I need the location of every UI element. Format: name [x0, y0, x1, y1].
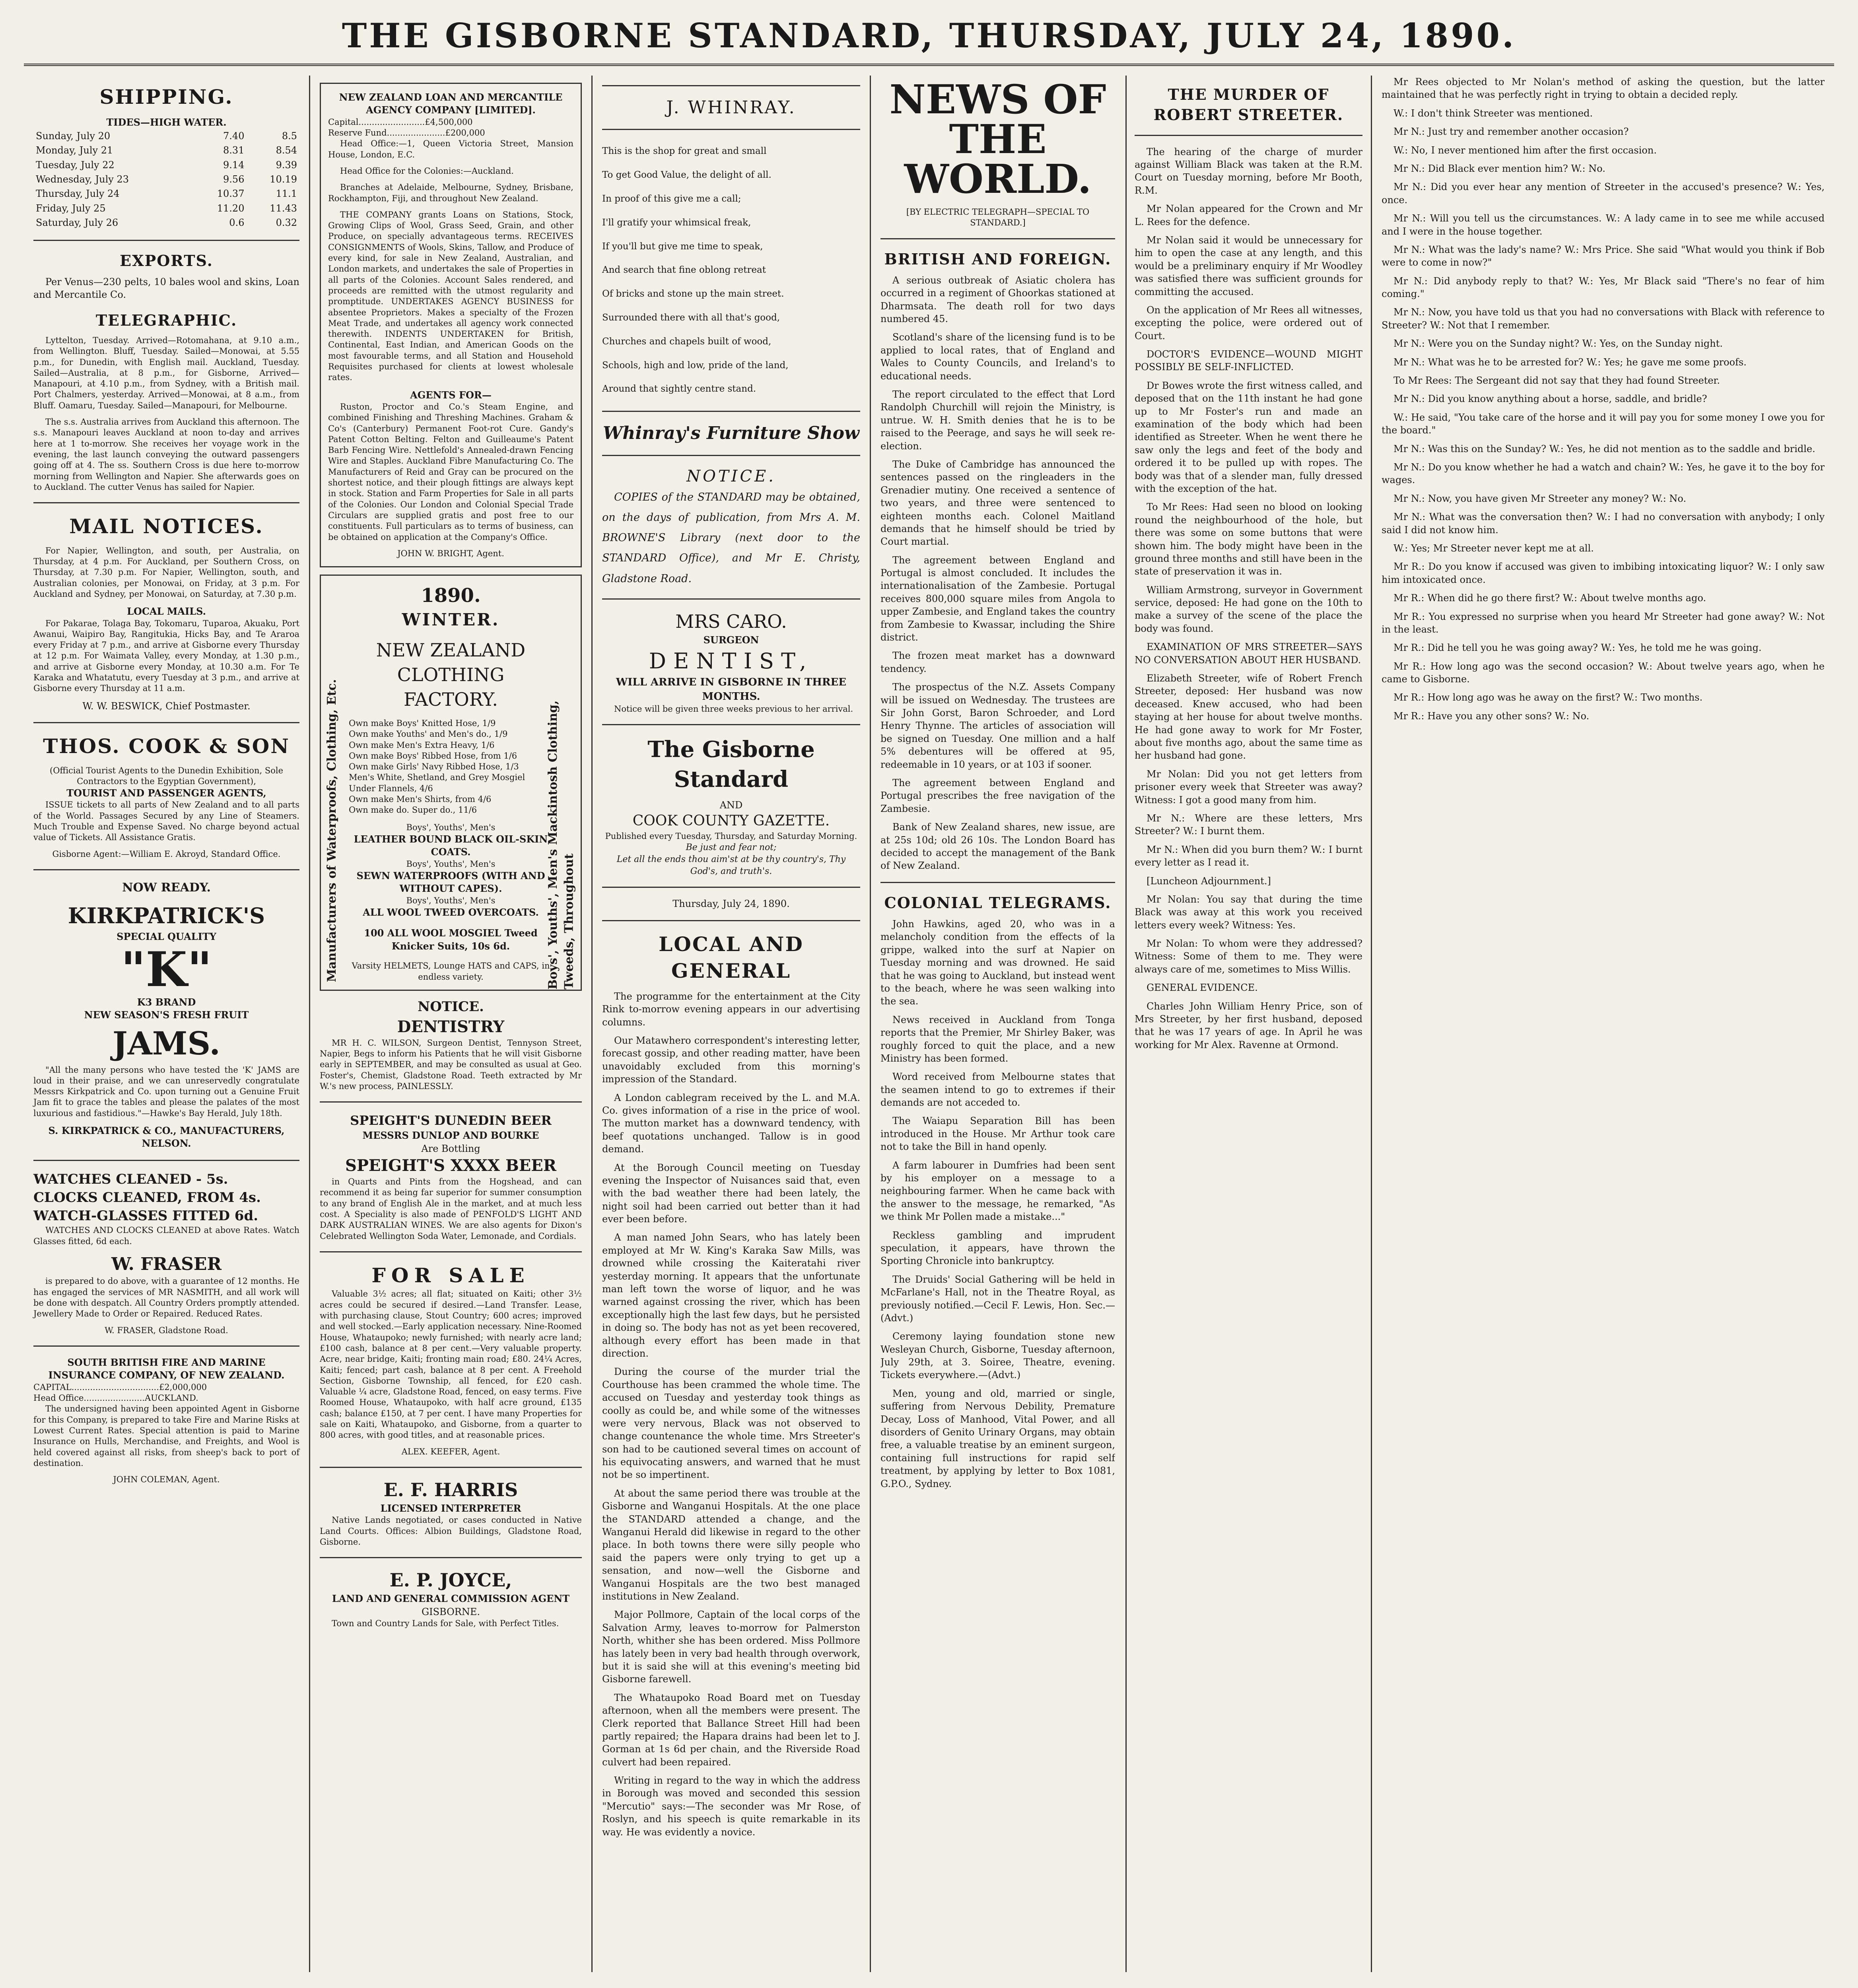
tide-cell-am: 10.37 — [217, 188, 245, 200]
divider — [1135, 135, 1362, 136]
local-paragraph: Major Pollmore, Captain of the local corps of the Salvation Army, leaves to-morrow for Palmerston North, whither she has been ordered. Miss Pollmore has lately been in very bad health through overwork, but it is said she will at this evening's meeting bid Gisborne farewell. — [602, 1609, 860, 1685]
murder-paragraph: Mr N.: When did you burn them? W.: I burnt every letter as I read it. — [1135, 844, 1362, 868]
local-paragraph: Our Matawhero correspondent's interesting letter, forecast gossip, and other reading matter, have been unavoidably excluded from this morning's impression of the Standard. — [602, 1035, 860, 1085]
clothing-boots-4: SEWN WATERPROOFS (WITH AND WITHOUT CAPES). — [356, 870, 545, 895]
poem-line: This is the shop for great and small — [602, 146, 767, 157]
colonial-paragraph: Word received from Melbourne states that the seamen intend to go to extremes if their demands are not acceded to. — [880, 1071, 1115, 1109]
paper-motto-2: Let all the ends thou aim'st at be thy country's, Thy God's, and truth's. — [616, 854, 846, 876]
poem-line: Surrounded there with all that's good, — [602, 312, 780, 323]
beer-text: in Quarts and Pints from the Hogshead, and can recommend it as being far superior for summer consumption to any brand of English Ale in the market, and at much less cost. A Speciality is also made of PENFOLD'S LIGHT AND DARK AUSTRALIAN WINES. We are also agents for Dixon's Celebrated Wellington Soda Water, Lemonade, and Cordials. — [320, 1177, 582, 1241]
clothing-line: Men's White, Shetland, and Grey Mosgiel Under Flannels, 4/6 — [349, 773, 525, 793]
testimony-line: Mr N.: Do you know whether he had a watch and chain? W.: Yes, he gave it to the boy for wages. — [1382, 461, 1825, 486]
clothing-line: Own make Boys' Knitted Hose, 1/9 — [349, 718, 496, 728]
watches-line-2: CLOCKS CLEANED, FROM 4s. — [33, 1189, 261, 1206]
beer-title-3: Are Bottling — [421, 1143, 480, 1154]
beer-title-1: SPEIGHT'S DUNEDIN BEER — [350, 1113, 552, 1128]
jams-text: "All the many persons who have tested the 'K' JAMS are loud in their praise, and we can unreservedly congratulate Messrs Kirkpatrick and Co. upon turning out a Genuine Fruit Jam fit to grace the tables and please the palates of the most luxurious and fastidious."—Hawke's Bay Herald, July 18th. — [33, 1065, 299, 1118]
british-news — [880, 274, 1115, 872]
divider — [33, 240, 299, 241]
joyce-sub: LAND AND GENERAL COMMISSION AGENT — [332, 1593, 570, 1605]
whinray-show: Whinray's Furniture Show — [602, 423, 860, 444]
beer-title-4: SPEIGHT'S XXXX BEER — [345, 1156, 557, 1175]
clothing-ad — [320, 575, 582, 991]
divider — [320, 1557, 582, 1558]
clothing-mosgiel: 100 ALL WOOL MOSGIEL Tweed Knicker Suits, 10s 6d. — [364, 927, 538, 952]
tide-cell-day: Wednesday, July 23 — [36, 174, 129, 185]
local-paragraph: The programme for the entertainment at the City Rink to-morrow evening appears in our advertising columns. — [602, 990, 860, 1028]
divider — [602, 411, 860, 412]
murder-paragraph: Mr N.: Where are these letters, Mrs Streeter? W.: I burnt them. — [1135, 812, 1362, 837]
divider — [320, 1251, 582, 1252]
cook-title: THOS. COOK & SON — [43, 734, 290, 758]
tide-row — [33, 172, 299, 186]
testimony-line: W.: I don't think Streeter was mentioned. — [1394, 107, 1593, 119]
watches-line-1: WATCHES CLEANED - 5s. — [33, 1171, 228, 1187]
testimony-line: Mr N.: Did you know anything about a horse, saddle, and bridle? — [1394, 393, 1707, 405]
notice-title: NOTICE. — [686, 467, 776, 485]
caro-arrive: WILL ARRIVE IN GISBORNE IN THREE MONTHS. — [616, 676, 847, 703]
tide-cell-pm: 11.43 — [270, 202, 297, 214]
news-subcolumn-a — [880, 76, 1115, 1972]
poem-line: Of bricks and stone up the main street. — [602, 289, 784, 299]
fraser-sign: W. FRASER, Gladstone Road. — [105, 1325, 228, 1335]
beer-title-2: MESSRS DUNLOP AND BOURKE — [362, 1130, 539, 1142]
british-paragraph: The agreement between England and Portugal is almost concluded. It includes the internationalisation of the Zambesie. Portugal receives 800,000 square miles from Angola to upper Zambesie, and England takes the country from Zambesie to Kwassar, including the Shire district. — [880, 554, 1115, 643]
tide-row — [33, 201, 299, 215]
murder-paragraph: Elizabeth Streeter, wife of Robert French Streeter, deposed: Her husband was now deceased. Knew accused, who had been staying at her house for about twelve months. He had gone away to work for Mr Foster, about five months ago, about the same time as her husband had gone. — [1135, 673, 1362, 761]
mail-title: MAIL NOTICES. — [69, 514, 264, 538]
testimony-line: W.: He said, "You take care of the horse and it will pay you for some money I owe you for the board." — [1382, 412, 1825, 436]
british-paragraph: The agreement between England and Portugal prescribes the free navigation of the Zambesie. — [880, 777, 1115, 814]
dentistry-title: DENTISTRY — [397, 1017, 505, 1036]
joyce-place: GISBORNE. — [421, 1606, 480, 1617]
divider — [320, 1101, 582, 1103]
fraser-title: W. FRASER — [111, 1254, 222, 1275]
insurance-office: Head Office.......................AUCKLAND. — [33, 1393, 198, 1403]
poem-line: I'll gratify your whimsical freak, — [602, 217, 751, 228]
column-5 — [1372, 76, 1834, 1972]
clothing-hats: Varsity HELMETS, Lounge HATS and CAPS, in endless variety. — [352, 961, 550, 982]
murder-paragraph: Charles John William Henry Price, son of Mrs Streeter, by her first husband, deposed that he was 17 years of age. In April he was working for Mr Alex. Ravenne at Ormond. — [1135, 1000, 1362, 1050]
murder-paragraph: The hearing of the charge of murder against William Black was taken at the R.M. Court on Tuesday morning, before Mr Booth, R.M. — [1135, 146, 1362, 196]
testimony-line: Mr Rees objected to Mr Nolan's method of asking the question, but the latter maintained that he was perfectly right in trying to obtain a decided reply. — [1382, 76, 1825, 101]
tide-cell-day: Sunday, July 20 — [36, 130, 111, 142]
testimony-line: Mr R.: How long ago was he away on the first? W.: Two months. — [1394, 692, 1703, 703]
local-news — [602, 990, 860, 1839]
insurance-text: The undersigned having been appointed Agent in Gisborne for this Company, is prepared to take Fire and Marine Risks at Lowest Current Rates. Special attention is paid to Marine Insurance on Hulls, Merchandise, and Freights, and Wool is held covered against all risks, from sheep's back to port of destination. — [33, 1404, 299, 1468]
exports-text: Per Venus—230 pelts, 10 bales wool and skins, Loan and Mercantile Co. — [33, 276, 299, 301]
testimony-line: Mr N.: Was this on the Sunday? W.: Yes, he did not mention as to the saddle and bridle. — [1394, 443, 1815, 454]
testimony-line: Mr N.: What was the conversation then? W.: I had no conversation with anybody; I only said I did not know him. — [1382, 511, 1825, 536]
tide-cell-am: 0.6 — [229, 217, 245, 229]
column-2 — [310, 76, 593, 1972]
clothing-title: NEW ZEALAND CLOTHING FACTORY. — [376, 639, 526, 710]
caro-title: MRS CARO. — [675, 611, 787, 633]
murder-paragraph: Mr Nolan: You say that during the time Black was away at this work you received letters every week? Witness: Yes. — [1135, 893, 1362, 931]
tide-cell-am: 8.31 — [223, 145, 245, 156]
clothing-line: Own make Boys' Ribbed Hose, from 1/6 — [349, 751, 517, 761]
now-ready: NOW READY. — [122, 880, 211, 895]
clothing-boots-5: Boys', Youths', Men's — [406, 895, 496, 905]
murder-title: THE MURDER OF ROBERT STREETER. — [1153, 85, 1344, 124]
divider — [880, 882, 1115, 883]
insurance-sign: JOHN COLEMAN, Agent. — [113, 1475, 220, 1485]
k3-logo: "K" — [120, 941, 212, 998]
murder-paragraph: Mr Nolan: Did you not get letters from prisoner every week that Streeter was away? Witness: I got a good many from him. — [1135, 768, 1362, 806]
tides-table — [33, 129, 299, 230]
caro-surgeon: SURGEON — [703, 634, 759, 646]
loan-agents-title: AGENTS FOR— — [410, 389, 492, 401]
telegraphic-text: Lyttelton, Tuesday. Arrived—Rotomahana, at 9.10 a.m., from Wellington. Bluff, Tuesday. Sailed—Monowai, at 5.55 p.m., for Dunedin, with English mail. Auckland, Tuesday. Sailed—Australia, at 8 p.m., for Gisborne, Arrived—Manapouri, at 4.10 p.m., from Sydney, with a British mail. Port Chalmers, yesterday. Arrived—Monowai, at 8 a.m., from Bluff. Oamaru, Tuesday. Sailed—Manapouri, for Melbourne. — [33, 336, 299, 410]
k3-brand: K3 BRAND — [137, 996, 196, 1008]
fraser-text: is prepared to do above, with a guarantee of 12 months. He has engaged the services of MR NASMITH, and all work will be done with despatch. All Country Orders promptly attended. Jewellery Made to Order or Repaired. Reduced Rates. — [33, 1276, 299, 1319]
divider — [602, 129, 860, 130]
british-paragraph: The prospectus of the N.Z. Assets Company will be issued on Wednesday. The trustees are Sir John Gorst, Baron Schroeder, and Lord Henry Thynne. The articles of association will be signed on Tuesday. One million and a half 5% debentures will be offered at 95, redeemable in 10 years, or at 103 if sooner. — [880, 681, 1115, 770]
murder-paragraph: [Luncheon Adjournment.] — [1147, 875, 1271, 887]
column-1 — [24, 76, 310, 1972]
tide-cell-am: 11.20 — [217, 202, 245, 214]
tide-cell-pm: 9.39 — [276, 159, 297, 171]
divider — [33, 1160, 299, 1161]
british-paragraph: Bank of New Zealand shares, new issue, are at 25s 10d; old 26 10s. The London Board has decided to accept the management of the Bank of New Zealand. — [880, 821, 1115, 872]
divider — [880, 238, 1115, 239]
murder-paragraph: On the application of Mr Rees all witnesses, excepting the police, were ordered out of Court. — [1135, 304, 1362, 342]
sale-title: FOR SALE — [371, 1263, 530, 1287]
cook-text: ISSUE tickets to all parts of New Zealand and to all parts of the World. Passages Secured by any Line of Steamers. Much Trouble and Expense Saved. No charge beyond actual value of Tickets. All Assistance Gratis. — [33, 800, 299, 843]
testimony-line: Mr R.: Do you know if accused was given to imbibing intoxicating liquor? W.: I only saw him intoxicated once. — [1382, 561, 1825, 585]
special-quality: SPECIAL QUALITY — [117, 931, 216, 943]
jams-firm: S. KIRKPATRICK & CO., MANUFACTURERS, NELSON. — [48, 1125, 285, 1149]
testimony-line: Mr N.: What was the lady's name? W.: Mrs Price. She said "What would you think if Bob were to come in now?" — [1382, 244, 1825, 268]
watches-text: WATCHES AND CLOCKS CLEANED at above Rates. Watch Glasses fitted, 6d each. — [33, 1225, 299, 1246]
british-paragraph: The frozen meat market has a downward tendency. — [880, 650, 1115, 674]
tide-row — [33, 143, 299, 157]
colonial-paragraph: News received in Auckland from Tonga reports that the Premier, Mr Shirley Baker, was roughly forced to quit the place, and a new Ministry has been formed. — [880, 1014, 1115, 1064]
local-paragraph: At about the same period there was trouble at the Gisborne and Wanganui Hospitals. At the one place the STANDARD attended a change, and the Wanganui Herald did likewise in regard to the other place. In both towns there were silly people who said the papers were only trying to get up a sensation, and now—well the Gisborne and Wanganui Hospitals are the two best managed institutions in New Zealand. — [602, 1487, 860, 1602]
local-title: LOCAL AND GENERAL — [659, 932, 804, 983]
masthead-title: THE GISBORNE STANDARD, THURSDAY, JULY 24, 1890. — [342, 16, 1516, 55]
paper-published: Published every Tuesday, Thursday, and Saturday Morning. — [605, 831, 857, 841]
divider — [33, 869, 299, 870]
testimony-line: Mr N.: Now, you have given Mr Streeter any money? W.: No. — [1394, 493, 1686, 504]
dentistry-text: MR H. C. WILSON, Surgeon Dentist, Tennyson Street, Napier, Begs to inform his Patients that he will visit Gisborne early in SEPTEMBER, and may be consulted as usual at Geo. Foster's, Chemist, Gladstone Road. Teeth extracted by Mr W.'s new process, PAINLESSLY. — [320, 1038, 582, 1091]
tide-cell-am: 7.40 — [223, 130, 245, 142]
clothing-boots-2: LEATHER BOUND BLACK OIL-SKIN COATS. — [354, 833, 548, 858]
mail-text: For Napier, Wellington, and south, per Australia, on Thursday, at 4 p.m. For Auckland, per Southern Cross, on Thursday, at 7.30 p.m. For Napier, Wellington, south, and Australian colonies, per Monowai, on Friday, at 3 p.m. For Auckland and Sydney, per Monowai, on Saturday, at 7.30 p.m. — [33, 546, 299, 599]
loan-agents: Ruston, Proctor and Co.'s Steam Engine, and combined Finishing and Threshing Machines. Graham & Co's (Canterbury) Permanent Foot-rot Cure. Gandy's Patent Cotton Belting. Felton and Guilleaume's Patent Barb Fencing Wire. Nettlefold's Annealed-drawn Fencing Wire and Staples. Auckland Fibre Manufacturing Co. The Manufacturers of Reid and Gray can be procured on the shortest notice, and their plough fittings are always kept in stock. Station and Farm Properties for Sale in all parts of the Colonies. Our London and Colonial Special Trade Circulars are supplied gratis and post free to our constituents. Full particulars as to terms of business, can be obtained on application at the Company's Office. — [328, 402, 573, 542]
clothing-line: Own make Men's Shirts, from 4/6 — [349, 794, 492, 804]
column-3 — [593, 76, 871, 1972]
colonial-paragraph: Reckless gambling and imprudent speculation, it appears, have thrown the Sporting Chronicle into bankruptcy. — [880, 1229, 1115, 1267]
divider — [602, 85, 860, 86]
sale-text: Valuable 3½ acres; all flat; situated on Kaiti; other 3½ acres could be secured if desired.—Land Transfer. Lease, with purchasing clause, Stout Country; 600 acres; improved and well stocked.—Early application necessary. Nine-Roomed House, Whataupoko; newly furnished; with nearly acre land; £100 cash, balance at 8 per cent.—Very valuable property. Acre, near bridge, Kaiti; fronting main road; £80. 24¼ Acres, Kaiti; fenced; part cash, balance at 8 per cent. A Freehold Section, Gisborne Township, all fenced, for £20 cash. Valuable ¼ acre, Gladstone Road, fenced, on easy terms. Five Roomed House, Whataupoko, with half acre ground, £135 cash; balance £150, at 7 per cent. I have many Properties for sale on Kaiti, Whataupoko, and Gisborne, from a quarter to 800 acres, with good titles, and at reasonable prices. — [320, 1289, 582, 1440]
poem-line: To get Good Value, the delight of all. — [602, 170, 772, 181]
murder-paragraph: DOCTOR'S EVIDENCE—WOUND MIGHT POSSIBLY BE SELF-INFLICTED. — [1135, 349, 1362, 373]
british-paragraph: A serious outbreak of Asiatic cholera has occurred in a regiment of Ghoorkas stationed at Dharmsata. The death roll for two days numbered 45. — [880, 274, 1115, 325]
poem-line: Around that sightly centre stand. — [602, 384, 756, 394]
colonial-paragraph: The Waiapu Separation Bill has been introduced in the House. Mr Arthur took care not to take the Bill in hand openly. — [880, 1115, 1115, 1153]
murder-paragraph: Mr Nolan said it would be unnecessary for him to open the case at any length, and this would be a preliminary enquiry if Mr Woodley was satisfied there was sufficient grounds for committing the accused. — [1135, 234, 1362, 297]
poem-line: If you'll but give me time to speak, — [602, 241, 763, 252]
clothing-side-left: Manufacturers of Waterproofs, Clothing, Etc. — [325, 679, 339, 982]
clothing-line: Own make do. Super do., 11/6 — [349, 805, 477, 815]
loan-title: NEW ZEALAND LOAN AND MERCANTILE AGENCY COMPANY [LIMITED]. — [339, 91, 563, 116]
testimony-line: Mr N.: Will you tell us the circumstances. W.: A lady came in to see me while accused and I were in the house together. — [1382, 213, 1825, 237]
telegraphic-title: TELEGRAPHIC. — [95, 311, 237, 329]
news-byline: [BY ELECTRIC TELEGRAPH—SPECIAL TO STANDARD.] — [906, 207, 1090, 228]
colonial-paragraph: Men, young and old, married or single, suffering from Nervous Debility, Premature Decay, Loss of Manhood, Vital Power, and all disorders of Genito Urinary Organs, may obtain free, a valuable treatise by an eminent surgeon, containing full instructions for rapid self treatment, by applying by letter to Box 1081, G.P.O., Sydney. — [880, 1388, 1115, 1489]
tide-row — [33, 129, 299, 143]
loan-colonial: Head Office for the Colonies:—Auckland. — [340, 166, 514, 176]
murder-paragraph: Mr Nolan: To whom were they addressed? Witness: Some of them to me. They were always care of me, sometimes to Miss Willis. — [1135, 938, 1362, 975]
local-paragraph: Writing in regard to the way in which the address in Borough was moved and seconded this session "Mercutio" says:—The seconder was Mr Rose, of Roslyn, and his speech is quite remarkable in its way. He was evidently a novice. — [602, 1775, 860, 1838]
clothing-year: 1890. — [421, 584, 481, 607]
local-mails-text: For Pakarae, Tolaga Bay, Tokomaru, Tuparoa, Akuaku, Port Awanui, Waipiro Bay, Rangitukia, Hicks Bay, and Te Araroa every Friday at 7 p.m., and arrive at Gisborne every Thursday at 12 p.m. For Waimata Valley, every Monday, at 1.30 p.m., and arrive at Gisborne every Monday, at 10.30 a.m. For Te Karaka and Whatatutu, every Tuesday at 3 p.m., and arrive at Gisborne every Thursday at 11 a.m. — [33, 618, 299, 693]
new-season: NEW SEASON'S FRESH FRUIT — [84, 1009, 249, 1021]
newspaper-page — [24, 76, 1834, 1972]
testimony-line: Mr R.: How long ago was the second occasion? W.: About twelve years ago, when he came to Gisborne. — [1382, 660, 1825, 685]
tide-cell-am: 9.14 — [223, 159, 245, 171]
notice-text: COPIES of the STANDARD may be obtained, on the days of publication, from Mrs A. M. BROWNE'S Library (next door to the STANDARD Office), and Mr E. Christy, Gladstone Road. — [602, 491, 860, 585]
local-paragraph: A London cablegram received by the L. and M.A. Co. gives information of a rise in the price of wool. The mutton market has a downward tendency, with beef quotations unchanged. Tallow is in good demand. — [602, 1092, 860, 1155]
testimony-line: To Mr Rees: The Sergeant did not say that they had found Streeter. — [1394, 375, 1720, 386]
kirkpatrick-brand: KIRKPATRICK'S — [68, 903, 265, 929]
paper-date: Thursday, July 24, 1890. — [672, 898, 790, 910]
murder-paragraph: William Armstrong, surveyor in Government service, deposed: He had gone on the 10th to make a survey of the scene of the place the body was found. — [1135, 584, 1362, 634]
tide-row — [33, 186, 299, 201]
insurance-title: SOUTH BRITISH FIRE AND MARINE INSURANCE COMPANY, OF NEW ZEALAND. — [48, 1356, 285, 1381]
tide-cell-day: Saturday, July 26 — [36, 217, 119, 229]
tide-row — [33, 215, 299, 230]
colonial-news — [880, 918, 1115, 1490]
tide-cell-pm: 8.54 — [276, 145, 297, 156]
colonial-title: COLONIAL TELEGRAMS. — [884, 893, 1112, 912]
poem-line: And search that fine oblong retreat — [602, 265, 766, 276]
tide-cell-day: Thursday, July 24 — [36, 188, 120, 200]
poem-line: Schools, high and low, pride of the land, — [602, 360, 789, 371]
testimony-line: Mr N.: Now, you have told us that you had no conversations with Black with reference to Streeter? W.: Not that I remember. — [1382, 307, 1825, 331]
testimony-line: W.: Yes; Mr Streeter never kept me at all. — [1394, 542, 1594, 554]
joyce-text: Town and Country Lands for Sale, with Perfect Titles. — [332, 1619, 559, 1629]
testimony-line: Mr N.: What was he to be arrested for? W.: Yes; he gave me some proofs. — [1394, 356, 1747, 368]
caro-text: Notice will be given three weeks previous to her arrival. — [614, 704, 853, 714]
news-subcolumn-b — [1125, 76, 1362, 1972]
caro-dentist: DENTIST, — [649, 648, 814, 674]
loan-ad — [320, 83, 582, 567]
poem-line: Churches and chapels built of wood, — [602, 336, 772, 347]
loan-capital: Capital.........................£4,500,000 — [328, 117, 473, 127]
loan-branches: Branches at Adelaide, Melbourne, Sydney, Brisbane, Rockhampton, Fiji, and throughout New Zealand. — [328, 182, 573, 203]
testimony-line: Mr R.: You expressed no surprise when you heard Mr Streeter had gone away? W.: Not in the least. — [1382, 611, 1825, 635]
local-mails-title: LOCAL MAILS. — [127, 606, 206, 617]
harris-title: E. F. HARRIS — [383, 1479, 518, 1501]
shipping-notes: The s.s. Australia arrives from Auckland this afternoon. The s.s. Manapouri leaves Auckland at noon to-day and arrives here at 1 to-morrow. She receives her voyage work in the evening, the last launch conveying the outward passengers going off at 4. The ss. Southern Cross is due here to-morrow morning from Wellington and Napier. She afterwards goes on to Auckland. The cutter Venus has sailed for Napier. — [33, 417, 299, 492]
murder-paragraph: To Mr Rees: Had seen no blood on looking round the neighbourhood of the hole, but there was some on some buttons that were shown him. The body might have been in the ground three months and still have been in the state of preservation it was in. — [1135, 501, 1362, 577]
tide-cell-day: Friday, July 25 — [36, 202, 106, 214]
dentistry-notice: NOTICE. — [418, 998, 484, 1015]
cook-agent: Gisborne Agent:—William E. Akroyd, Standard Office. — [52, 849, 281, 859]
divider — [602, 724, 860, 725]
british-paragraph: Scotland's share of the licensing fund is to be applied to local rates, that of England and Wales to County Councils, and Ireland's to educational needs. — [880, 332, 1115, 382]
mail-signature: W. W. BESWICK, Chief Postmaster. — [82, 700, 251, 712]
clothing-list — [349, 718, 553, 816]
loan-head: Head Office:—1, Queen Victoria Street, Mansion House, London, E.C. — [328, 139, 573, 159]
testimony-line: Mr N.: Did Black ever mention him? W.: No. — [1394, 163, 1605, 174]
testimony-lines — [1382, 76, 1825, 722]
tides-title: TIDES—HIGH WATER. — [106, 116, 227, 128]
loan-sign: JOHN W. BRIGHT, Agent. — [397, 548, 504, 558]
testimony-line: Mr R.: Did he tell you he was going away? W.: Yes, he told me he was going. — [1394, 642, 1762, 654]
masthead — [24, 16, 1834, 66]
tide-cell-pm: 0.32 — [276, 217, 297, 229]
loan-text: THE COMPANY grants Loans on Stations, Stock, Growing Clips of Wool, Grass Seed, Grain, and other Produce, on specially advantageous terms. RECEIVES CONSIGNMENTS of Wools, Skins, Tallow, and Produce of every kind, for sale in New Zealand, Australian, and London markets, and undertakes the sale of Properties in all parts of the Colonies. Account Sales rendered, and proceeds are remitted with the utmost regularity and promptitude. UNDERTAKES AGENCY BUSINESS for absentee Proprietors. Makes a specialty of the Frozen Meat Trade, and undertakes all agency work connected therewith. INDENTS UNDERTAKEN for British, Continental, East Indian, and American Goods on the most favourable terms, and all Station and Household Requisites purchased for clients at lowest wholesale rates. — [328, 210, 573, 382]
colonial-paragraph: A farm labourer in Dumfries had been sent by his employer on a message to a neighbouring farmer. When he came back with the answer to the message, he remarked, "As we think Mr Pollen made a mistake..." — [880, 1159, 1115, 1223]
shipping-title: SHIPPING. — [99, 85, 233, 109]
divider — [602, 455, 860, 456]
clothing-winter: WINTER. — [402, 610, 500, 629]
watches-line-3: WATCH-GLASSES FITTED 6d. — [33, 1208, 258, 1224]
local-paragraph: During the course of the murder trial the Courthouse has been crammed the whole time. The accused on Tuesday and yesterday took things as coolly as could be, and while some of the witnesses were very nervous, Black was not observed to change countenance the whole time. Mrs Streeter's son had to be cautioned several times on account of his equivocating answers, and warned that he must not be so impertinent. — [602, 1366, 860, 1481]
tide-cell-pm: 10.19 — [270, 174, 297, 185]
colonial-paragraph: The Druids' Social Gathering will be held in McFarlane's Hall, not in the Theatre Royal, as previously notified.—Cecil F. Lewis, Hon. Sec.—(Advt.) — [880, 1274, 1115, 1324]
column-4 — [871, 76, 1372, 1972]
clothing-line: Own make Men's Extra Heavy, 1/6 — [349, 740, 495, 750]
british-paragraph: The Duke of Cambridge has announced the sentences passed on the ringleaders in the Grenadier mutiny. One received a sentence of two years, and three were sentenced to eighteen months each. Colonel Maitland demands that he himself should be tried by Court martial. — [880, 458, 1115, 547]
british-title: BRITISH AND FOREIGN. — [884, 250, 1112, 268]
paper-sub: COOK COUNTY GAZETTE. — [632, 813, 830, 829]
tide-cell-day: Monday, July 21 — [36, 145, 113, 156]
local-paragraph: A man named John Sears, who has lately been employed at Mr W. King's Karaka Saw Mills, was drowned while crossing the Kaiteratahi river yesterday morning. It appears that the unfortunate man left town the worse of liquor, and he was warned against crossing the river, which has been exceptionally high the last few days, but he persisted in doing so. The body has not as yet been recovered, although every effort has been made in that direction. — [602, 1232, 860, 1359]
paper-title: The Gisborne Standard — [647, 736, 815, 793]
whinray-title: J. WHINRAY. — [666, 97, 796, 118]
poem-line: In proof of this give me a call; — [602, 193, 741, 204]
cook-sub: (Official Tourist Agents to the Dunedin Exhibition, Sole Contractors to the Egyptian Government), — [50, 765, 283, 786]
colonial-paragraph: John Hawkins, aged 20, who was in a melancholy condition from the effects of la grippe, walked into the surf at Napier on Tuesday morning and was drowned. He said that he was going to Auckland, but instead went to the beach, where he was seen walking into the sea. — [880, 918, 1115, 1007]
testimony-line: Mr N.: Just try and remember another occasion? — [1394, 126, 1629, 138]
clothing-line: Own make Girls' Navy Ribbed Hose, 1/3 — [349, 762, 519, 772]
testimony-line: Mr R.: Have you any other sons? W.: No. — [1394, 710, 1590, 722]
paper-motto-1: Be just and fear not; — [686, 843, 777, 853]
murder-paragraph: Mr Nolan appeared for the Crown and Mr L. Rees for the defence. — [1135, 203, 1362, 227]
testimony-line: Mr N.: Did you ever hear any mention of Streeter in the accused's presence? W.: Yes, once. — [1382, 181, 1825, 206]
divider — [602, 887, 860, 888]
testimony-line: Mr R.: When did he go there first? W.: About twelve months ago. — [1394, 592, 1706, 604]
cook-line: TOURIST AND PASSENGER AGENTS, — [66, 787, 266, 799]
divider — [33, 1345, 299, 1347]
divider — [602, 598, 860, 600]
clothing-boots-1: Boys', Youths', Men's — [406, 822, 496, 832]
joyce-title: E. P. JOYCE, — [389, 1569, 512, 1591]
loan-reserve: Reserve Fund......................£200,000 — [328, 128, 485, 138]
murder-paragraph: Dr Bowes wrote the first witness called, and deposed that on the 11th instant he had gone up to Mr Foster's run and made an examination of the body which had been identified as Streeter. When he went there he saw only the legs and feet of the body and ordered it to be pulled up with ropes. The body was that of a slender man, fully dressed with the exception of the hat. — [1135, 380, 1362, 494]
colonial-paragraph: Ceremony laying foundation stone new Wesleyan Church, Gisborne, Tuesday afternoon, July 29th, at 3. Soiree, Theatre, evening. Tickets everywhere.—(Advt.) — [880, 1331, 1115, 1381]
murder-paragraph: EXAMINATION OF MRS STREETER—SAYS NO CONVERSATION ABOUT HER HUSBAND. — [1135, 641, 1362, 666]
local-paragraph: The Whataupoko Road Board met on Tuesday afternoon, when all the members were present. The Clerk reported that Ballance Street Hill had been partly repaired; the Hapara drains had been let to J. Gorman at 1s 6d per chain, and the Riverside Road culvert had been repaired. — [602, 1692, 860, 1768]
tide-row — [33, 158, 299, 172]
whinray-poem — [602, 140, 860, 401]
divider — [33, 502, 299, 503]
testimony-line: Mr N.: Did anybody reply to that? W.: Yes, Mr Black said "There's no fear of him coming." — [1382, 275, 1825, 300]
harris-text: Native Lands negotiated, or cases conducted in Native Land Courts. Offices: Albion Buildings, Gladstone Road, Gisborne. — [320, 1515, 582, 1547]
jams-heading: JAMS. — [112, 1024, 221, 1062]
testimony-line: W.: No, I never mentioned him after the first occasion. — [1394, 144, 1657, 156]
clothing-line: Own make Youths' and Men's do., 1/9 — [349, 729, 508, 739]
local-paragraph: At the Borough Council meeting on Tuesday evening the Inspector of Nuisances said that, even with the bad weather there had been lately, the night soil had been carried out better than it had ever been before. — [602, 1162, 860, 1225]
news-title: NEWS OF THE WORLD. — [889, 76, 1106, 202]
harris-sub: LICENSED INTERPRETER — [380, 1502, 521, 1514]
british-paragraph: The report circulated to the effect that Lord Randolph Churchill will rejoin the Ministry, is untrue. W. H. Smith denies that he is to be raised to the Peerage, and says he will seek re-election. — [880, 389, 1115, 452]
tide-cell-pm: 8.5 — [282, 130, 297, 142]
clothing-side-right: Boys', Youths', Men's Mackintosh Clothing, Tweeds, Throughout — [546, 700, 576, 990]
exports-title: EXPORTS. — [120, 251, 213, 270]
paper-and: AND — [719, 800, 743, 811]
divider — [320, 1467, 582, 1468]
testimony-line: Mr N.: Were you on the Sunday night? W.: Yes, on the Sunday night. — [1394, 338, 1723, 349]
tide-cell-day: Tuesday, July 22 — [36, 159, 115, 171]
tide-cell-am: 9.56 — [223, 174, 245, 185]
murder-paragraph: GENERAL EVIDENCE. — [1147, 982, 1258, 994]
clothing-boots-3: Boys', Youths', Men's — [406, 859, 496, 869]
insurance-capital: CAPITAL.................................£2,000,000 — [33, 1382, 207, 1392]
clothing-boots-6: ALL WOOL TWEED OVERCOATS. — [363, 907, 539, 918]
divider — [602, 920, 860, 921]
sale-sign: ALEX. KEEFER, Agent. — [401, 1446, 500, 1456]
murder-report — [1135, 146, 1362, 1052]
tide-cell-pm: 11.1 — [276, 188, 297, 200]
divider — [33, 722, 299, 723]
